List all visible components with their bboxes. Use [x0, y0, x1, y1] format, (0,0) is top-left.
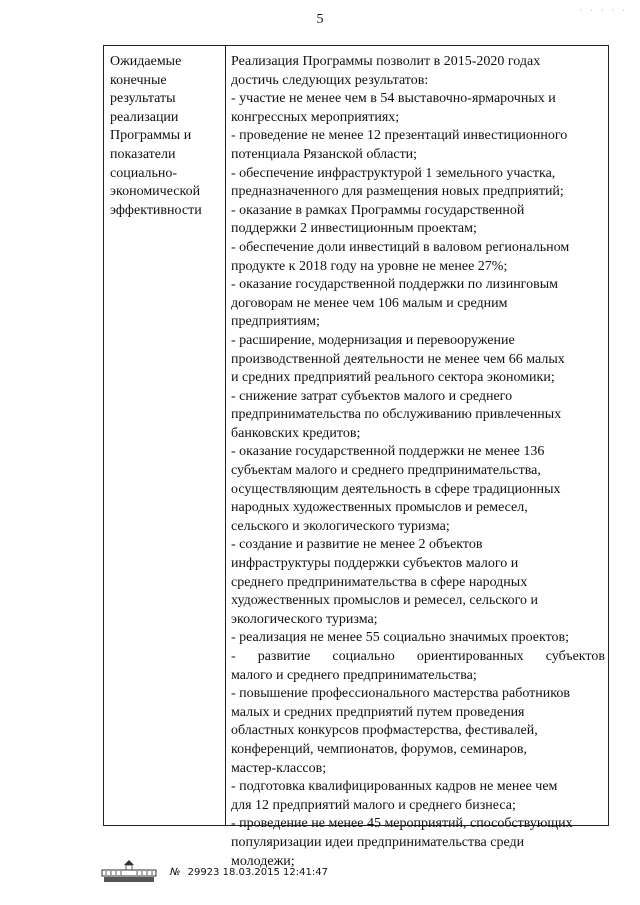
result-line: - участие не менее чем в 54 выставочно-ярмарочных и: [231, 91, 556, 107]
result-line: - проведение не менее 12 презентаций инвестиционного: [231, 128, 568, 144]
result-line: сельского и экологического туризма;: [231, 518, 450, 534]
result-line: экологического туризма;: [231, 611, 378, 627]
result-line: конгрессных мероприятиях;: [231, 109, 400, 125]
result-line: предназначенного для размещения новых предприятий;: [231, 184, 564, 200]
result-line: инфраструктуры поддержки субъектов малого и: [231, 556, 519, 572]
registration-datetime: 18.03.2015 12:41:47: [222, 867, 328, 878]
result-line: - оказание государственной поддержки по лизинговым: [231, 277, 558, 293]
result-line: - снижение затрат субъектов малого и среднего: [231, 388, 513, 404]
result-line: производственной деятельности не менее чем 66 малых: [231, 351, 565, 367]
result-line: - реализация не менее 55 социально значимых проектов;: [231, 630, 570, 646]
results-cell: [231, 53, 605, 871]
result-word: развитие: [257, 649, 311, 664]
result-line: предпринимательства по обслуживанию привлеченных: [231, 407, 562, 423]
label-line: Программы и: [110, 128, 192, 144]
result-line: популяризации идеи предпринимательства среди: [231, 834, 525, 850]
result-word: ориентированных: [416, 649, 524, 664]
result-line: - подготовка квалифицированных кадров не менее чем: [231, 779, 558, 795]
result-line: среднего предпринимательства в сфере народных: [231, 574, 528, 590]
result-line: - обеспечение инфраструктурой 1 земельного участка,: [231, 165, 556, 181]
label-cell: [110, 53, 222, 220]
result-line: договорам не менее чем 106 малым и средним: [231, 295, 508, 311]
result-line: потенциала Рязанской области;: [231, 146, 418, 162]
result-line: конференций, чемпионатов, форумов, семинаров,: [231, 741, 527, 757]
result-line: народных художественных промыслов и ремесел,: [231, 500, 528, 516]
result-line: молодежи;: [231, 853, 295, 869]
result-line: достичь следующих результатов:: [231, 72, 429, 88]
result-word: -: [231, 649, 236, 664]
result-line: - повышение профессионального мастерства работников: [231, 686, 570, 702]
result-line: - оказание в рамках Программы государственной: [231, 202, 525, 218]
result-line: предприятиям;: [231, 314, 320, 330]
scan-marks: · · · · ·: [579, 6, 628, 15]
result-line: - оказание государственной поддержки не менее 136: [231, 444, 545, 460]
result-line: малого и среднего предпринимательства;: [231, 667, 477, 683]
results-table: [103, 45, 609, 869]
result-line: мастер-классов;: [231, 760, 327, 776]
label-line: экономической: [110, 184, 201, 200]
result-line: поддержки 2 инвестиционным проектам;: [231, 221, 477, 237]
label-line: социально-: [110, 165, 178, 181]
result-line: субъектам малого и среднего предпринимательства,: [231, 463, 541, 479]
document-footer: [0, 858, 640, 888]
registration-stamp: [170, 867, 328, 878]
result-line: - обеспечение доли инвестиций в валовом региональном: [231, 239, 570, 255]
result-line: банковских кредитов;: [231, 425, 361, 441]
column-divider: [225, 46, 226, 825]
label-line: реализации: [110, 109, 179, 125]
label-line: конечные: [110, 72, 167, 88]
result-line: продукте к 2018 году на уровне не менее 27%;: [231, 258, 508, 274]
number-sign: №: [170, 867, 181, 878]
result-line: и средних предприятий реального сектора экономики;: [231, 370, 555, 386]
result-line: для 12 предприятий малого и среднего бизнеса;: [231, 797, 516, 813]
result-word: социально: [332, 649, 395, 664]
document-number: 29923: [187, 867, 220, 878]
label-line: эффективности: [110, 202, 202, 218]
result-line: - проведение не менее 45 мероприятий, способствующих: [231, 816, 573, 832]
result-line: - создание и развитие не менее 2 объектов: [231, 537, 483, 553]
result-line: областных конкурсов профмастерства, фестивалей,: [231, 723, 538, 739]
label-line: результаты: [110, 91, 176, 107]
page-number: 5: [316, 12, 324, 27]
result-line: малых и средних предприятий путем проведения: [231, 704, 525, 720]
result-line: осуществляющим деятельность в сфере традиционных: [231, 481, 561, 497]
label-line: показатели: [110, 146, 176, 162]
result-line: [231, 648, 605, 667]
registry-seal-icon: [100, 858, 158, 884]
result-line: - расширение, модернизация и перевооружение: [231, 332, 515, 348]
result-line: художественных промыслов и ремесел, сельского и: [231, 593, 539, 609]
label-line: Ожидаемые: [110, 54, 182, 69]
result-word: субъектов: [545, 649, 605, 664]
result-line: Реализация Программы позволит в 2015-2020 годах: [231, 54, 541, 69]
